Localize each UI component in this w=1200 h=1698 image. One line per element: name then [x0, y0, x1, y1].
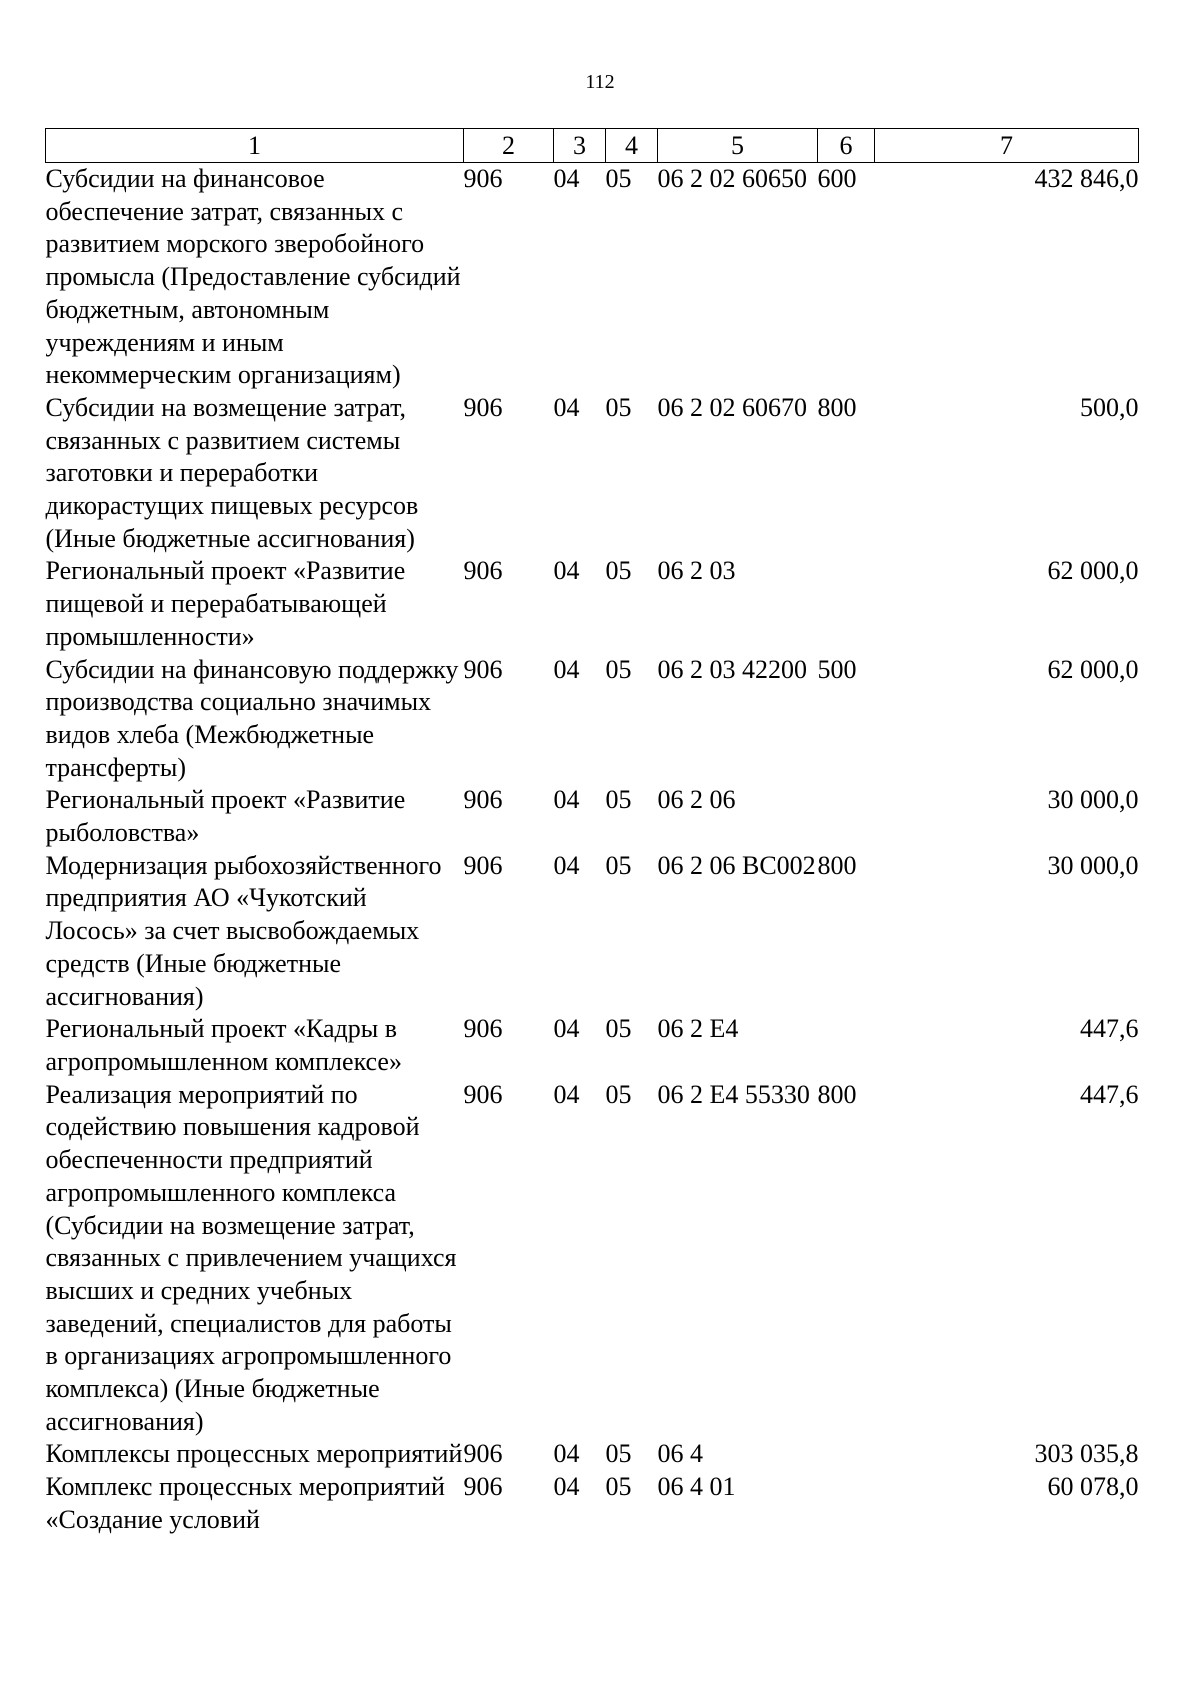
table-header	[46, 129, 1139, 163]
row-admin-code: 906	[463, 556, 503, 586]
row-subsection-code: 05	[605, 1079, 632, 1109]
row-admin-code: 906	[463, 1472, 503, 1502]
row-sum: 30 000,0	[1047, 785, 1139, 815]
row-subsection-code: 05	[605, 1472, 632, 1502]
row-section-code: 04	[553, 1472, 580, 1502]
row-target-code: 06 2 06 ВС002	[657, 850, 816, 880]
row-subsection-code: 05	[605, 556, 632, 586]
row-sum: 303 035,8	[1034, 1439, 1139, 1469]
header-col-3: 3	[554, 129, 606, 163]
row-admin-code: 906	[463, 654, 503, 684]
row-subsection-code: 05	[605, 1439, 632, 1469]
row-target-code: 06 2 Е4 55330	[657, 1079, 810, 1109]
row-target-code: 06 2 06	[657, 785, 736, 815]
row-admin-code: 906	[463, 1014, 503, 1044]
header-col-7: 7	[875, 129, 1139, 163]
row-name: Субсидии на финансовую поддержку производства социально значимых видов хлеба (Межбюджетные трансферты)	[45, 654, 459, 782]
row-admin-code: 906	[463, 392, 503, 422]
row-admin-code: 906	[463, 785, 503, 815]
row-subsection-code: 05	[605, 1014, 632, 1044]
row-target-code: 06 2 03 42200	[657, 654, 807, 684]
budget-table	[45, 128, 1139, 1537]
header-col-1: 1	[46, 129, 464, 163]
table-row	[46, 392, 1139, 556]
row-name: Субсидии на возмещение затрат, связанных с развитием системы заготовки и переработки дикорастущих пищевых ресурсов (Иные бюджетные ассигнования)	[45, 392, 419, 553]
row-section-code: 04	[553, 1079, 580, 1109]
row-target-code: 06 2 03	[657, 556, 736, 586]
row-sum: 60 078,0	[1047, 1472, 1139, 1502]
row-sum: 447,6	[1080, 1014, 1139, 1044]
row-expense-kind: 600	[817, 164, 857, 193]
row-subsection-code: 05	[605, 392, 632, 422]
row-section-code: 04	[553, 556, 580, 586]
table-row	[46, 163, 1139, 392]
header-row	[46, 129, 1139, 163]
row-section-code: 04	[553, 1439, 580, 1469]
table-row	[46, 654, 1139, 785]
row-sum: 62 000,0	[1047, 556, 1139, 586]
row-name: Региональный проект «Развитие рыболовства»	[45, 785, 406, 848]
table-row	[46, 555, 1139, 653]
header-col-4: 4	[606, 129, 658, 163]
table-row	[46, 1438, 1139, 1471]
row-section-code: 04	[553, 850, 580, 880]
row-sum: 62 000,0	[1047, 654, 1139, 684]
row-sum: 432 846,0	[1034, 164, 1139, 193]
row-sum: 447,6	[1080, 1079, 1139, 1109]
row-target-code: 06 2 Е4	[657, 1014, 739, 1044]
row-expense-kind: 800	[817, 392, 857, 422]
row-expense-kind: 800	[817, 850, 857, 880]
header-col-5: 5	[658, 129, 818, 163]
row-name: Региональный проект «Развитие пищевой и перерабатывающей промышленности»	[45, 556, 406, 651]
row-admin-code: 906	[463, 1439, 503, 1469]
row-subsection-code: 05	[605, 164, 632, 193]
row-admin-code: 906	[463, 164, 503, 193]
row-name: Региональный проект «Кадры в агропромышленном комплексе»	[45, 1014, 402, 1076]
row-name: Комплексы процессных мероприятий	[45, 1439, 463, 1469]
header-col-6: 6	[818, 129, 875, 163]
row-name: Комплекс процессных мероприятий «Создание условий	[45, 1472, 445, 1534]
row-target-code: 06 4	[657, 1439, 703, 1469]
row-subsection-code: 05	[605, 785, 632, 815]
table-row	[46, 1079, 1139, 1439]
row-expense-kind	[818, 1438, 875, 1471]
row-subsection-code: 05	[605, 654, 632, 684]
row-expense-kind: 800	[817, 1079, 857, 1109]
row-subsection-code: 05	[605, 850, 632, 880]
header-col-2: 2	[464, 129, 554, 163]
table-row	[46, 784, 1139, 849]
row-admin-code: 906	[463, 1079, 503, 1109]
row-name: Реализация мероприятий по содействию повышения кадровой обеспеченности предприятий агропромышленного комплекса (Субсидии на возмещение затрат, связанных с привлечением учащихся высших и средних учебных заведений, специалистов для работы в организациях агропромышленного комплекса) (Иные бюджетные ассигнования)	[45, 1079, 457, 1436]
row-section-code: 04	[553, 164, 580, 193]
row-section-code: 04	[553, 654, 580, 684]
row-sum: 30 000,0	[1047, 850, 1139, 880]
row-section-code: 04	[553, 392, 580, 422]
table-body	[46, 163, 1139, 1537]
row-expense-kind	[818, 784, 875, 849]
row-target-code: 06 2 02 60670	[657, 392, 807, 422]
row-name: Субсидии на финансовое обеспечение затрат, связанных с развитием морского зверобойного промысла (Предоставление субсидий бюджетным, автономным учреждениям и иным некоммерческим организациям)	[45, 164, 461, 390]
table-row	[46, 1471, 1139, 1536]
row-expense-kind	[818, 555, 875, 653]
row-expense-kind	[818, 1471, 875, 1536]
row-section-code: 04	[553, 1014, 580, 1044]
row-expense-kind	[818, 1013, 875, 1078]
table-row	[46, 850, 1139, 1014]
row-sum: 500,0	[1080, 392, 1139, 422]
table-row	[46, 1013, 1139, 1078]
row-name: Модернизация рыбохозяйственного предприятия АО «Чукотский Лосось» за счет высвобождаемых средств (Иные бюджетные ассигнования)	[45, 850, 442, 1011]
row-expense-kind: 500	[817, 654, 857, 684]
row-target-code: 06 2 02 60650	[657, 164, 807, 193]
row-admin-code: 906	[463, 850, 503, 880]
row-target-code: 06 4 01	[657, 1472, 736, 1502]
row-section-code: 04	[553, 785, 580, 815]
page-number: 112	[585, 71, 615, 93]
